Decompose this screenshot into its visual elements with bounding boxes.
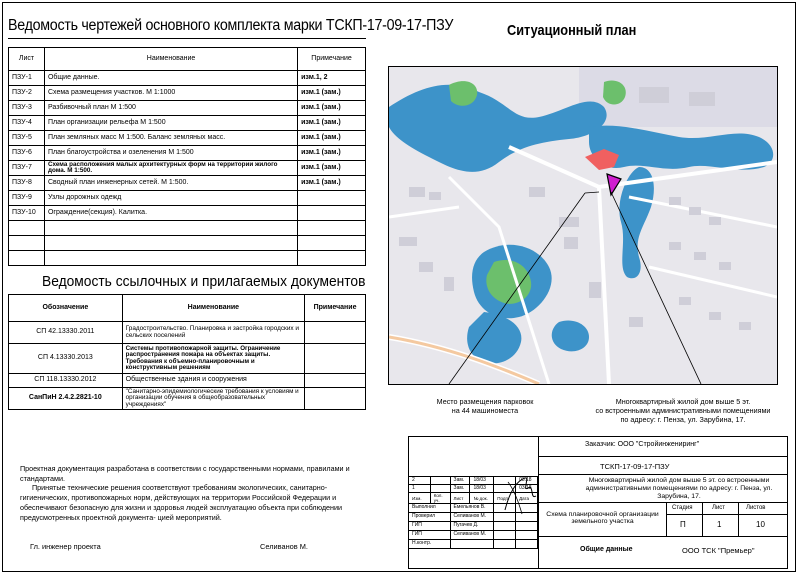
table-row	[9, 176, 366, 191]
table-row	[9, 116, 366, 131]
table-row	[9, 131, 366, 146]
cell-note	[298, 206, 366, 221]
cell-sheet: ПЗУ-3	[9, 101, 45, 116]
cell-name: План земляных масс М 1:500. Баланс земляных масс.	[44, 131, 297, 146]
table-row: 1 Зам. 18/03 03.18	[409, 485, 538, 493]
parking-label: Место размещения парковок на 44 машиноместа	[436, 397, 534, 415]
table-row-empty	[9, 251, 366, 266]
cell-note	[298, 191, 366, 206]
table-row	[9, 374, 366, 388]
sheets-header: Листов	[746, 505, 766, 511]
cell-name: Схема расположения малых архитектурных форм на территории жилого дома. М 1:500.	[44, 161, 297, 176]
stage-value: П	[680, 520, 686, 529]
cell-code: СП 4.13330.2013	[9, 344, 123, 374]
title-underline	[8, 38, 366, 39]
cell-sheet: ПЗУ-5	[9, 131, 45, 146]
cell-code: СанПиН 2.4.2.2821-10	[9, 388, 123, 410]
sheet-value: 1	[717, 520, 722, 529]
building-label: Многоквартирный жилой дом выше 5 эт. со встроенными административными помещениями по адресу: г. Пенза, ул. Зарубина, 17.	[595, 397, 771, 424]
table-header-row	[9, 295, 366, 322]
refs-table	[8, 294, 366, 410]
cell-name: План организации рельефа М 1:500	[44, 116, 297, 131]
cell-note: изм.1 (зам.)	[298, 161, 366, 176]
stamp-code: ТСКП-17-09-17-ПЗУ	[600, 462, 670, 471]
table-row-empty	[9, 236, 366, 251]
table-row	[9, 161, 366, 176]
cell-note: изм.1 (зам.)	[298, 146, 366, 161]
general-notes	[20, 464, 350, 522]
engineer-label: Гл. инженер проекта	[30, 542, 101, 551]
signature-mark	[500, 470, 540, 520]
header-note: Примечание	[298, 48, 366, 71]
table-row	[9, 322, 366, 344]
cell-code: СП 118.13330.2012	[9, 374, 123, 388]
cell-sheet: ПЗУ-2	[9, 86, 45, 101]
stamp-org: ООО ТСК "Премьер"	[682, 546, 755, 555]
header-name: Наименование	[44, 48, 297, 71]
engineer-name: Селиванов М.	[260, 542, 308, 551]
header-name: Наименование	[122, 295, 304, 322]
cell-note: изм.1 (зам.)	[298, 116, 366, 131]
cell-note: изм.1 (зам.)	[298, 131, 366, 146]
table-row-empty	[9, 221, 366, 236]
stage-header: Стадия	[672, 505, 693, 511]
table-row: Выполнил Емельянов В.	[409, 504, 538, 513]
cell-note: изм.1 (зам.)	[298, 176, 366, 191]
cell-note: изм.1 (зам.)	[298, 101, 366, 116]
header-note: Примечание	[305, 295, 366, 322]
table-row	[9, 71, 366, 86]
cell-name: Схема размещения участков. М 1:1000	[44, 86, 297, 101]
note-paragraph-2: Принятые технические решения соответствуют требованиям экологических, санитарно-гигиенических, противопожарных норм, действующих на территории Российской Федерации и обеспечивают безопасную для жизни и здоровья людей эксплуатацию объекта при соблюдении предусмотренных проектной документа- цией мероприятий.	[20, 483, 343, 522]
table-row: Н.контр.	[409, 540, 538, 549]
refs-title: Ведомость ссылочных и прилагаемых документов	[42, 273, 366, 290]
drawings-title: Ведомость чертежей основного комплекта марки ТСКП-17-09-17-ПЗУ	[8, 17, 454, 34]
sheets-value: 10	[756, 520, 765, 529]
table-row: ГИП Селиванов М.	[409, 531, 538, 540]
table-row: Проверил Селиванов М.	[409, 513, 538, 522]
table-row	[9, 206, 366, 221]
cell-sheet: ПЗУ-4	[9, 116, 45, 131]
cell-name: Общие данные.	[44, 71, 297, 86]
cell-sheet: ПЗУ-6	[9, 146, 45, 161]
cell-name: "Санитарно-эпидемиологические требования к условиям и организации обучения в общеобразовательных учреждениях"	[122, 388, 304, 410]
table-row	[9, 146, 366, 161]
cell-sheet: ПЗУ-8	[9, 176, 45, 191]
cell-sheet: ПЗУ-1	[9, 71, 45, 86]
cell-sheet: ПЗУ-9	[9, 191, 45, 206]
table-row	[9, 388, 366, 410]
table-row	[9, 344, 366, 374]
table-header-row: Изм. Кол. уч. Лист № док. Подп. Дата	[409, 493, 538, 504]
cell-sheet: ПЗУ-7	[9, 161, 45, 176]
stamp-customer: Заказчик: ООО "Стройинжениринг"	[585, 441, 700, 448]
cell-note: изм.1 (зам.)	[298, 86, 366, 101]
note-paragraph-1: Проектная документация разработана в соответствии с государственными нормами, правилами и стандартами.	[20, 464, 350, 483]
situation-title: Ситуационный план	[507, 22, 637, 39]
table-row	[9, 86, 366, 101]
cell-name: Градостроительство. Планировка и застройка городских и сельских поселений	[122, 322, 304, 344]
cell-name: Сводный план инженерных сетей. М 1:500.	[44, 176, 297, 191]
table-row	[9, 101, 366, 116]
sheet-header: Лист	[712, 505, 726, 511]
cell-name: Ограждение(секция). Калитка.	[44, 206, 297, 221]
cell-name: Узлы дорожных одежд	[44, 191, 297, 206]
cell-name: Общественные здания и сооружения	[122, 374, 304, 388]
cell-code: СП 42.13330.2011	[9, 322, 123, 344]
cell-sheet: ПЗУ-10	[9, 206, 45, 221]
stamp-section: Схема планировочной организации земельного участка	[546, 511, 659, 525]
table-row: 2 Зам. 18/03 03.18	[409, 477, 538, 485]
cell-name: План благоустройства и озеленения М 1:500	[44, 146, 297, 161]
cell-name: Системы противопожарной защиты. Ограничение распространения пожара на объектах защиты. Требования к объемно-планировочным и конструктивным решениям	[122, 344, 304, 374]
cell-name: Разбивочный план М 1:500	[44, 101, 297, 116]
header-code: Обозначение	[9, 295, 123, 322]
drawings-table	[8, 47, 366, 266]
table-row	[9, 191, 366, 206]
stamp-sheet-title: Общие данные	[580, 546, 633, 553]
stamp-object: Многоквартирный жилой дом выше 5 эт. со встроенными административными помещениями по адресу: г. Пенза, ул. Зарубина, 17.	[585, 477, 773, 501]
table-header-row	[9, 48, 366, 71]
situation-map	[388, 66, 778, 385]
header-sheet: Лист	[9, 48, 45, 71]
cell-note: изм.1, 2	[298, 71, 366, 86]
table-row: ГИП Пугачев Д.	[409, 522, 538, 531]
